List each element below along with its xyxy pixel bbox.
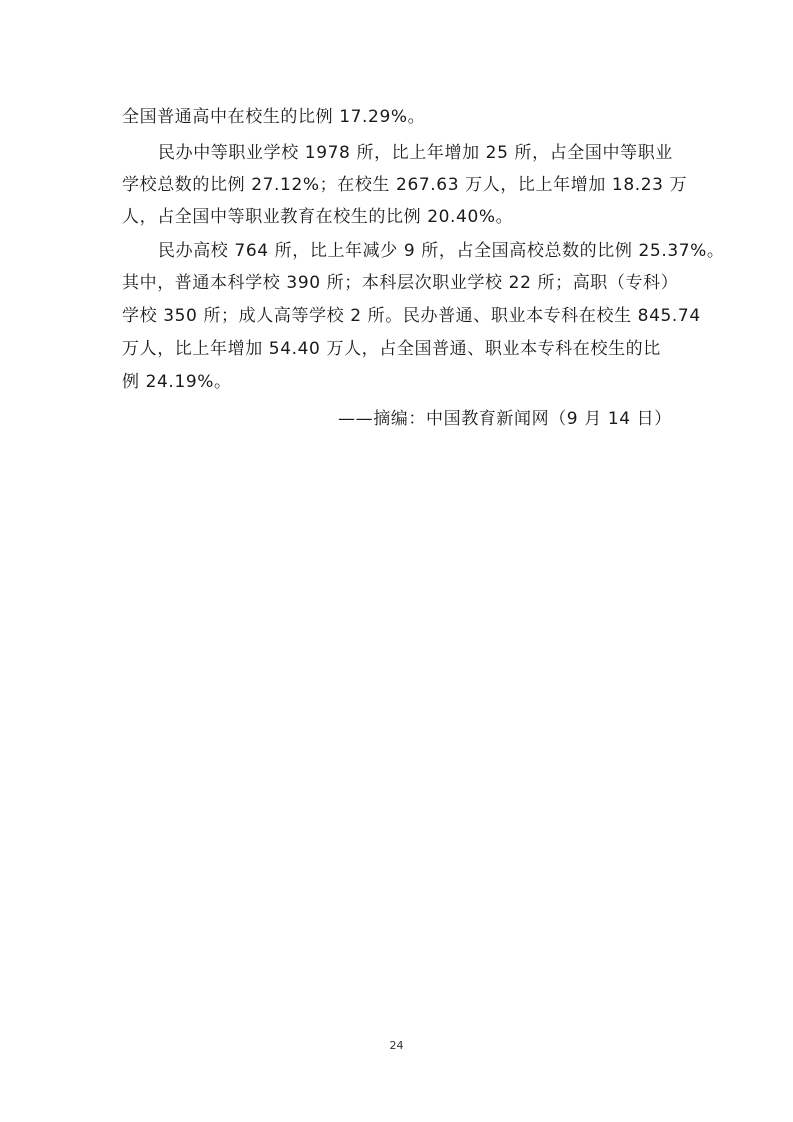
paragraph-line: 学校 350 所；成人高等学校 2 所。民办普通、职业本专科在校生 845.74: [122, 306, 701, 326]
page-number: 24: [389, 1039, 404, 1052]
paragraph-line: 例 24.19%。: [122, 372, 232, 392]
paragraph-line: 学校总数的比例 27.12%；在校生 267.63 万人，比上年增加 18.23 万: [122, 175, 688, 195]
paragraph-line: 人，占全国中等职业教育在校生的比例 20.40%。: [122, 207, 514, 227]
paragraph-line: 全国普通高中在校生的比例 17.29%。: [122, 107, 426, 127]
paragraph-line: 其中，普通本科学校 390 所；本科层次职业学校 22 所；高职（专科）: [122, 273, 679, 293]
paragraph-line: 民办中等职业学校 1978 所，比上年增加 25 所，占全国中等职业: [158, 143, 673, 163]
paragraph-line: 万人，比上年增加 54.40 万人，占全国普通、职业本专科在校生的比: [122, 339, 661, 359]
source-attribution: ——摘编：中国教育新闻网（9 月 14 日）: [338, 409, 672, 429]
paragraph-line: 民办高校 764 所，比上年减少 9 所，占全国高校总数的比例 25.37%。: [158, 241, 725, 261]
